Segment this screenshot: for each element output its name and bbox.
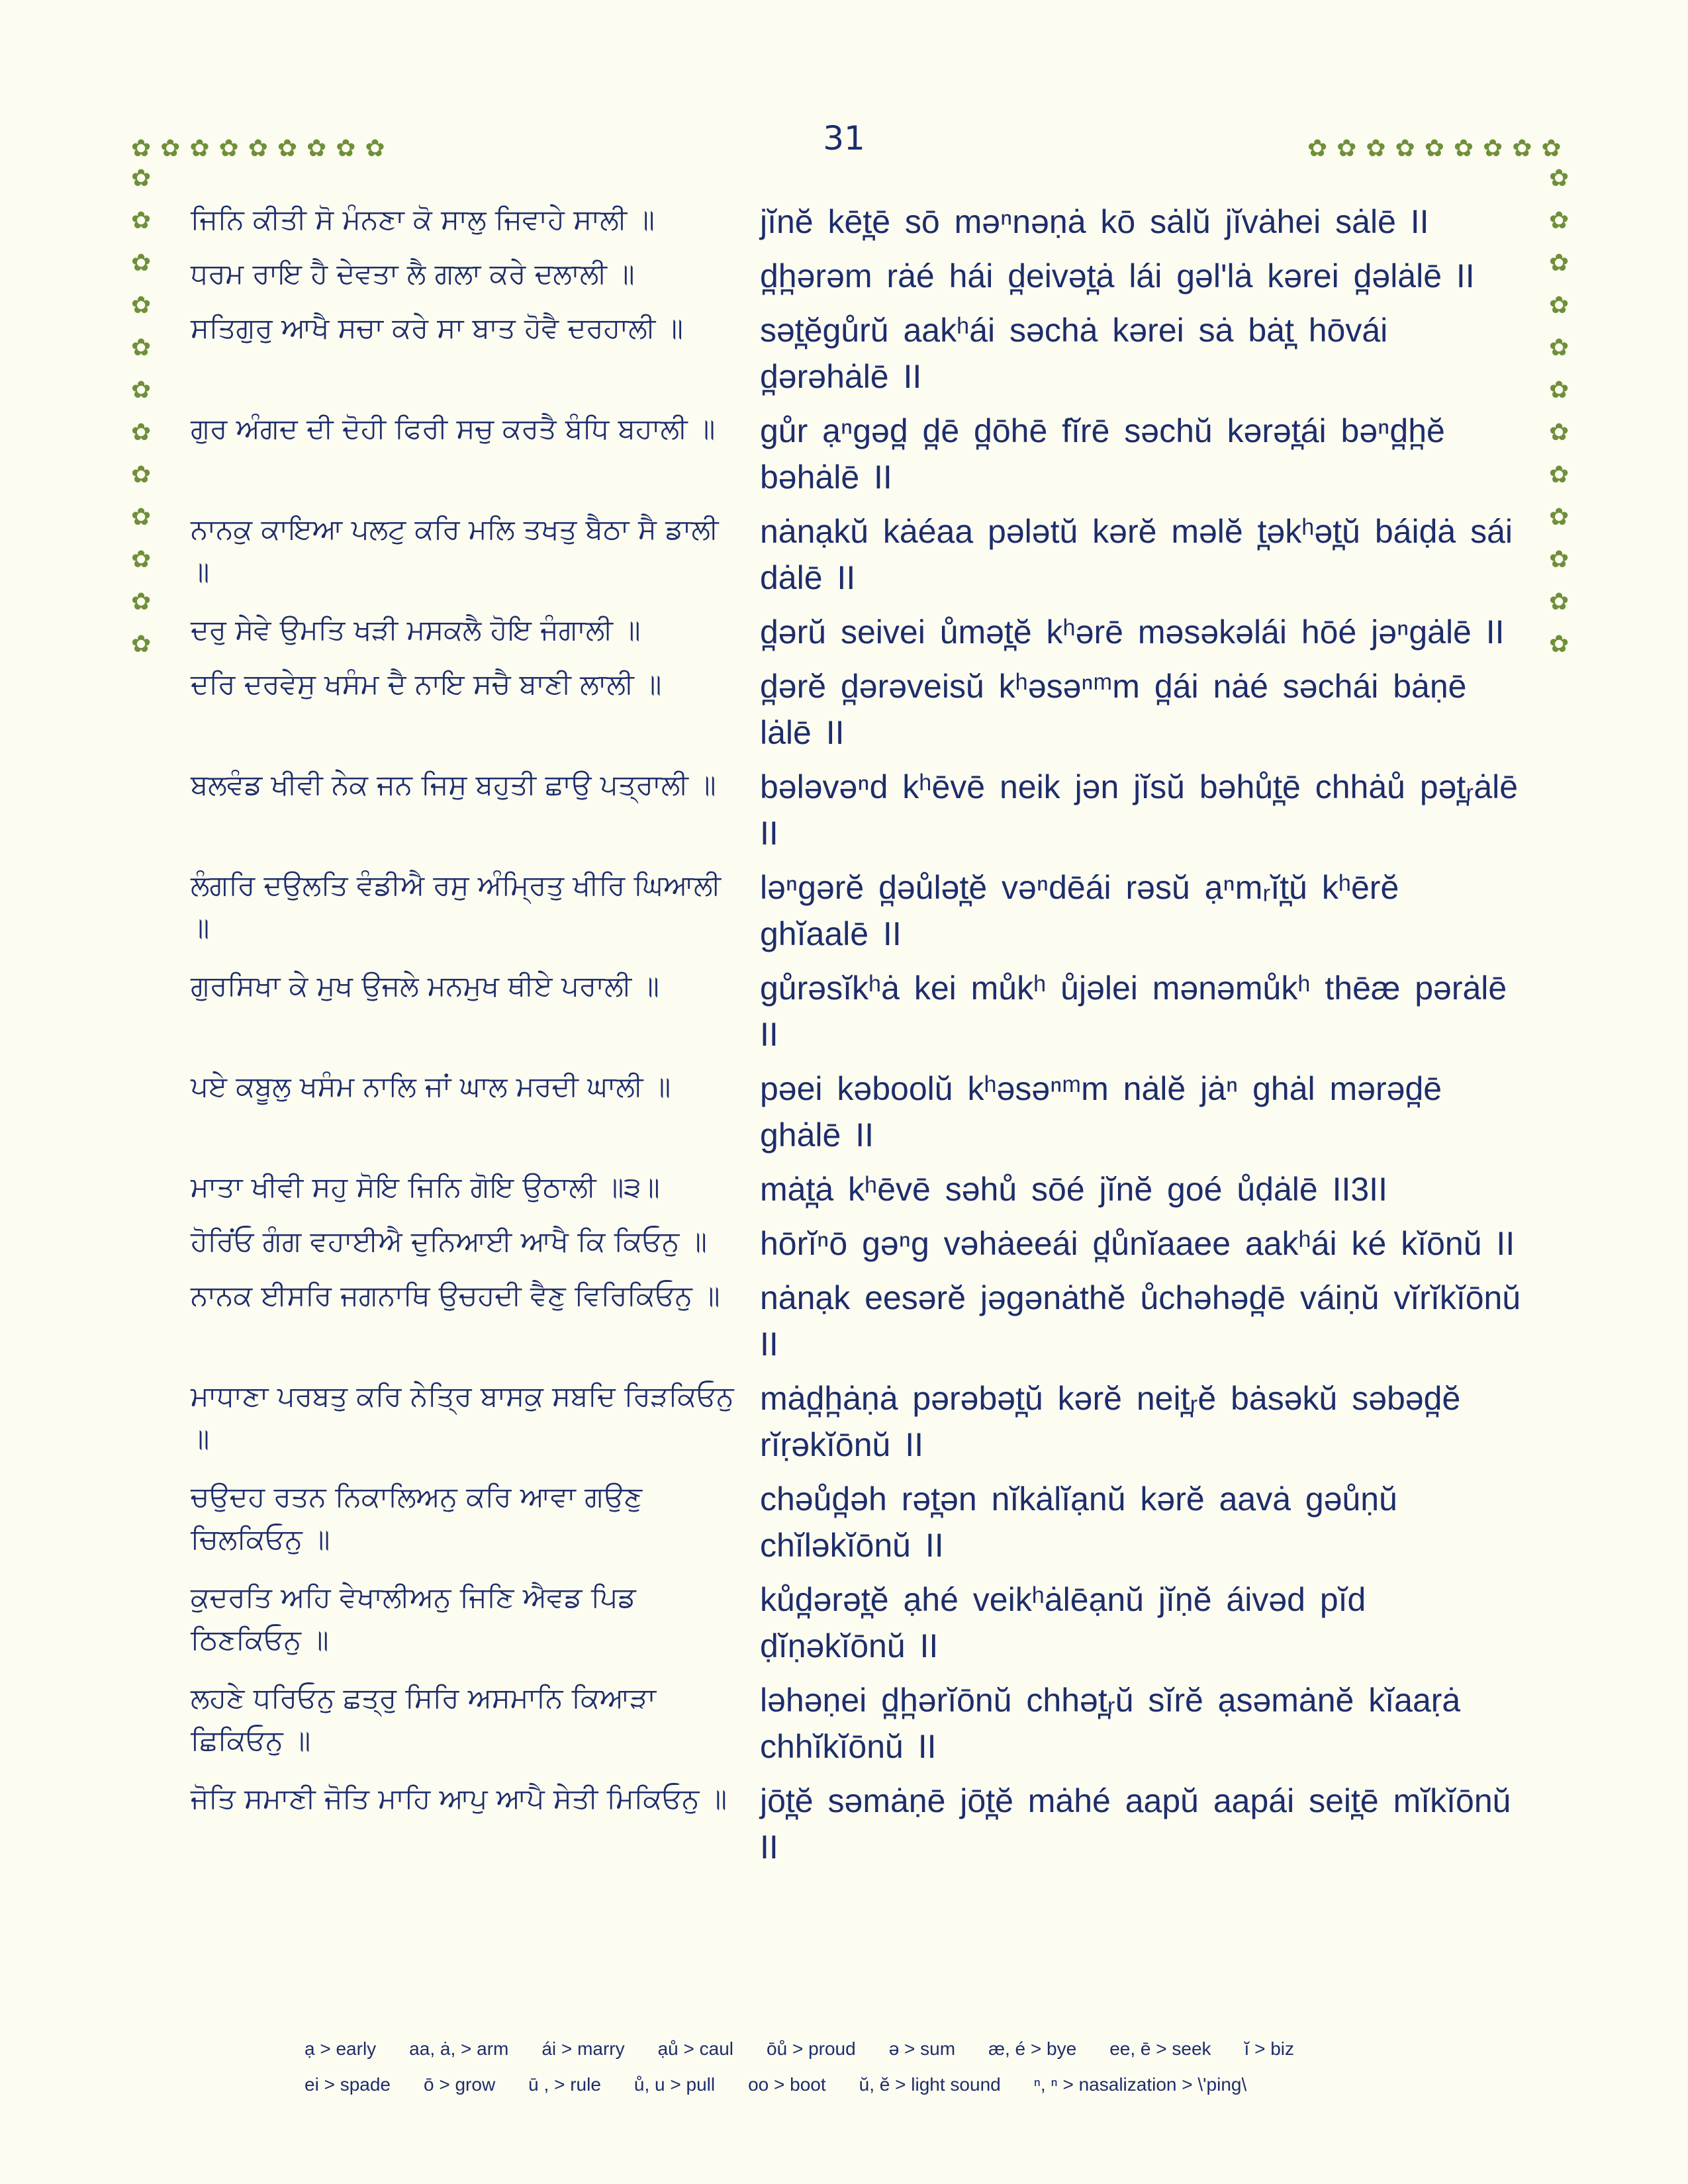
flower-icon: ✿ — [1549, 504, 1570, 531]
transliteration-line: d̪ərŭ seivei ůmət̪ĕ kʰərē məsəkəlái hōé jəⁿgȧlē II — [760, 614, 1505, 651]
transliteration-line: chəůd̪əh rət̪ən nĭkȧlĭạnŭ kərĕ aavȧ gəůṇŭ chĭləkĭōnŭ II — [760, 1480, 1397, 1564]
flower-icon: ✿ — [160, 135, 181, 162]
transliteration-line: mȧd̪h̪ȧṇȧ pərəbət̪ŭ kərĕ neit̪ᵣĕ bȧsəkŭ səbəd̪ĕ rĭṛəkĭōnŭ II — [760, 1380, 1461, 1463]
flower-icon: ✿ — [1549, 631, 1570, 658]
gurmukhi-line: ਹੋਰਿਂਓ ਗੰਗ ਵਹਾਈਐ ਦੁਨਿਆਈ ਆਖੈ ਕਿ ਕਿਓਨੁ ॥ — [191, 1225, 707, 1257]
flower-icon: ✿ — [248, 135, 268, 162]
transliteration-line: ləⁿgərĕ d̪əůlət̪ĕ vəⁿdēái rəsŭ ạⁿmᵣĭt̪ŭ kʰērĕ ghĭaalē II — [760, 869, 1399, 952]
flower-icon: ✿ — [1453, 135, 1474, 162]
verse-row — [191, 1166, 1534, 1212]
flower-icon: ✿ — [131, 631, 152, 658]
verse-list — [191, 199, 1534, 1878]
flower-border-top-right — [1307, 136, 1562, 162]
transliteration-line: bələvəⁿd kʰēvē neik jən jĭsŭ bəhůt̪ē chhȧů pət̪ᵣȧlē II — [760, 768, 1519, 852]
flower-icon: ✿ — [131, 207, 152, 234]
key-item: aa, ȧ, > arm — [409, 2038, 509, 2059]
gurmukhi-line: ਸਤਿਗੁਰੁ ਆਖੈ ਸਚਾ ਕਰੇ ਸਾ ਬਾਤ ਹੋਵੈ ਦਰਹਾਲੀ ॥ — [191, 312, 683, 344]
verse-row — [191, 199, 1534, 245]
verse-row — [191, 1275, 1534, 1367]
gurmukhi-line: ਗੁਰਸਿਖਾ ਕੇ ਮੁਖ ਉਜਲੇ ਮਨਮੁਖ ਥੀਏ ਪਰਾਲੀ ॥ — [191, 970, 659, 1002]
flower-icon: ✿ — [1549, 292, 1570, 319]
key-item: ĭ > biz — [1244, 2038, 1295, 2059]
verse-row — [191, 1677, 1534, 1770]
verse-row — [191, 307, 1534, 400]
key-item: ə > sum — [888, 2038, 956, 2059]
flower-icon: ✿ — [131, 250, 152, 277]
transliteration-line: mȧt̪ȧ kʰēvē səhů sōé jĭnĕ goé ůḍȧlē II3II — [760, 1171, 1387, 1208]
key-item: ạů > caul — [657, 2038, 734, 2059]
flower-icon: ✿ — [131, 461, 152, 488]
transliteration-line: hōrĭⁿō gəⁿg vəhȧeeái d̪ůnĭaaee aakʰái ké kĭōnŭ II — [760, 1225, 1515, 1262]
flower-icon: ✿ — [306, 135, 327, 162]
flower-icon: ✿ — [131, 135, 152, 162]
verse-row — [191, 1220, 1534, 1267]
gurmukhi-line: ਧਰਮ ਰਾਇ ਹੈ ਦੇਵਤਾ ਲੈ ਗਲਾ ਕਰੇ ਦਲਾਲੀ ॥ — [191, 257, 635, 290]
flower-border-right — [1549, 165, 1569, 658]
gurmukhi-line: ਲੰਗਰਿ ਦਉਲਤਿ ਵੰਡੀਐ ਰਸੁ ਅੰਮ੍ਰਿਤੁ ਖੀਰਿ ਘਿਆਲੀ ॥ — [191, 869, 722, 944]
flower-icon: ✿ — [1549, 546, 1570, 573]
flower-icon: ✿ — [131, 165, 152, 192]
flower-icon: ✿ — [131, 292, 152, 319]
transliteration-line: d̪h̪ərəm rȧé hái d̪eivət̪ȧ lái gəl'lȧ kərei d̪əlȧlē II — [760, 257, 1475, 295]
flower-icon: ✿ — [1424, 135, 1444, 162]
key-item: ei > spade — [305, 2074, 391, 2095]
flower-icon: ✿ — [1336, 135, 1357, 162]
verse-row — [191, 609, 1534, 655]
flower-icon: ✿ — [1307, 135, 1328, 162]
flower-icon: ✿ — [131, 334, 152, 361]
flower-icon: ✿ — [218, 135, 239, 162]
verse-row — [191, 1066, 1534, 1158]
key-row — [305, 2038, 1470, 2060]
key-item: ů, u > pull — [633, 2074, 716, 2095]
gurmukhi-line: ਨਾਨਕੁ ਕਾਇਆ ਪਲਟੁ ਕਰਿ ਮਲਿ ਤਖਤੁ ਬੈਠਾ ਸੈ ਡਾਲੀ ॥ — [191, 513, 719, 588]
flower-icon: ✿ — [131, 588, 152, 615]
key-item: ái > marry — [541, 2038, 625, 2059]
flower-icon: ✿ — [131, 377, 152, 404]
flower-icon: ✿ — [131, 546, 152, 573]
flower-icon: ✿ — [1549, 334, 1570, 361]
verse-row — [191, 764, 1534, 856]
transliteration-line: ləhəṇei d̪h̪ərĭōnŭ chhət̪ᵣŭ sĭrĕ ạsəmȧnĕ kĭaaṛȧ chhĭkĭōnŭ II — [760, 1682, 1461, 1765]
gurmukhi-line: ਨਾਨਕ ਈਸਰਿ ਜਗਨਾਥਿ ਉਚਹਦੀ ਵੈਣੁ ਵਿਰਿਕਿਓਨੁ ॥ — [191, 1279, 720, 1312]
flower-icon: ✿ — [1366, 135, 1386, 162]
flower-icon: ✿ — [1549, 419, 1570, 446]
transliteration-line: jĭnĕ kēt̪ē sō məⁿnəṇȧ kō sȧlŭ jĭvȧhei sȧlē II — [760, 203, 1429, 240]
verse-row — [191, 965, 1534, 1058]
key-item: ee, ē > seek — [1109, 2038, 1211, 2059]
pronunciation-key — [305, 2038, 1470, 2110]
key-item: ⁿ, ⁿ > nasalization > \'ping\ — [1033, 2074, 1247, 2095]
flower-icon: ✿ — [365, 135, 385, 162]
transliteration-line: gůrəsĭkʰȧ kei můkʰ ůjəlei mənəmůkʰ thēæ pərȧlē II — [760, 970, 1507, 1053]
gurmukhi-line: ਚਉਦਹ ਰਤਨ ਨਿਕਾਲਿਅਨੁ ਕਰਿ ਆਵਾ ਗਉਣੁ ਚਿਲਕਿਓਨੁ ॥ — [191, 1480, 643, 1555]
verse-row — [191, 508, 1534, 601]
transliteration-line: kůd̪ərət̪ĕ ạhé veikʰȧlēạnŭ jĭṇĕ áivəd pĭd ḍĭṇəkĭōnŭ II — [760, 1581, 1366, 1664]
gurmukhi-line: ਦਰਿ ਦਰਵੇਸੁ ਖਸੰਮ ਦੈ ਨਾਇ ਸਚੈ ਬਾਣੀ ਲਾਲੀ ॥ — [191, 668, 662, 700]
transliteration-line: nȧnạkŭ kȧéaa pələtŭ kərĕ məlĕ t̪əkʰət̪ŭ báiḍȧ sái dȧlē II — [760, 513, 1513, 596]
verse-row — [191, 1778, 1534, 1870]
key-item: æ, é > bye — [988, 2038, 1077, 2059]
transliteration-line: pəei kəboolŭ kʰəsəⁿᵐm nȧlĕ jȧⁿ ghȧl mərəd̪ē ghȧlē II — [760, 1070, 1442, 1154]
flower-icon: ✿ — [1395, 135, 1415, 162]
transliteration-line: jōt̪ĕ səmȧṇē jōt̪ĕ mȧhé aapŭ aapái seit̪ē mĭkĭōnŭ II — [760, 1782, 1511, 1866]
verse-row — [191, 1576, 1534, 1669]
flower-icon: ✿ — [1541, 135, 1562, 162]
gurmukhi-line: ਦਰੁ ਸੇਵੇ ਉਮਤਿ ਖੜੀ ਮਸਕਲੈ ਹੋਇ ਜੰਗਾਲੀ ॥ — [191, 614, 641, 646]
flower-icon: ✿ — [1549, 165, 1570, 192]
flower-icon: ✿ — [189, 135, 210, 162]
flower-icon: ✿ — [1549, 588, 1570, 615]
verse-row — [191, 1375, 1534, 1468]
flower-icon: ✿ — [1549, 250, 1570, 277]
key-item: ŭ, ĕ > light sound — [859, 2074, 1001, 2095]
flower-icon: ✿ — [1549, 207, 1570, 234]
transliteration-line: sət̪ĕgůrŭ aakʰái səchȧ kərei sȧ bȧt̪ hōvái d̪ərəhȧlē II — [760, 312, 1388, 395]
flower-icon: ✿ — [1512, 135, 1532, 162]
verse-row — [191, 1476, 1534, 1569]
gurmukhi-line: ਬਲਵੰਡ ਖੀਵੀ ਨੇਕ ਜਨ ਜਿਸੁ ਬਹੁਤੀ ਛਾਉ ਪਤ੍ਰਾਲੀ ॥ — [191, 768, 716, 801]
transliteration-line: d̪ərĕ d̪ərəveisŭ kʰəsəⁿᵐm d̪ái nȧé səchái bȧṇē lȧlē II — [760, 668, 1467, 751]
gurmukhi-line: ਗੁਰ ਅੰਗਦ ਦੀ ਦੋਹੀ ਫਿਰੀ ਸਚੁ ਕਰਤੈ ਬੰਧਿ ਬਹਾਲੀ ॥ — [191, 412, 716, 445]
gurmukhi-line: ਜਿਨਿ ਕੀਤੀ ਸੋ ਮੰਨਣਾ ਕੋ ਸਾਲੁ ਜਿਵਾਹੇ ਸਾਲੀ ॥ — [191, 203, 655, 236]
verse-row — [191, 408, 1534, 500]
flower-icon: ✿ — [1549, 461, 1570, 488]
gurmukhi-line: ਮਾਤਾ ਖੀਵੀ ਸਹੁ ਸੋਇ ਜਿਨਿ ਗੋਇ ਉਠਾਲੀ ॥੩॥ — [191, 1171, 660, 1203]
flower-icon: ✿ — [131, 504, 152, 531]
transliteration-line: gůr ạⁿgəd̪ d̪ē d̪ōhē fĭrē səchŭ kərət̪ái bəⁿd̪h̪ĕ bəhȧlē II — [760, 412, 1445, 496]
gurmukhi-line: ਮਾਧਾਣਾ ਪਰਬਤੁ ਕਰਿ ਨੇਤ੍ਰਿ ਬਾਸਕੁ ਸਬਦਿ ਰਿੜਕਿਓਨੁ ॥ — [191, 1380, 734, 1455]
key-row — [305, 2074, 1470, 2095]
flower-icon: ✿ — [1549, 377, 1570, 404]
page-number: 31 — [823, 119, 865, 158]
gurmukhi-line: ਜੋਤਿ ਸਮਾਣੀ ਜੋਤਿ ਮਾਹਿ ਆਪੁ ਆਪੈ ਸੇਤੀ ਮਿਕਿਓਨੁ ॥ — [191, 1782, 727, 1815]
flower-icon: ✿ — [1483, 135, 1503, 162]
key-item: ōů > proud — [767, 2038, 856, 2059]
verse-row — [191, 864, 1534, 957]
key-item: oo > boot — [748, 2074, 826, 2095]
gurmukhi-line: ਕੁਦਰਤਿ ਅਹਿ ਵੇਖਾਲੀਅਨੁ ਜਿਣਿ ਐਵਡ ਪਿਡ ਠਿਣਕਿਓਨੁ ॥ — [191, 1581, 636, 1656]
flower-icon: ✿ — [336, 135, 356, 162]
gurmukhi-line: ਪਏ ਕਬੂਲੁ ਖਸੰਮ ਨਾਲਿ ਜਾਂ ਘਾਲ ਮਰਦੀ ਘਾਲੀ ॥ — [191, 1070, 671, 1103]
flower-icon: ✿ — [131, 419, 152, 446]
verse-row — [191, 663, 1534, 756]
gurmukhi-line: ਲਹਣੇ ਧਰਿਓਨੁ ਛਤ੍ਰੁ ਸਿਰਿ ਅਸਮਾਨਿ ਕਿਆੜਾ ਛਿਕਿਓਨੁ ॥ — [191, 1682, 656, 1756]
flower-border-left — [131, 165, 151, 658]
transliteration-line: nȧnạk eesərĕ jəgənȧthĕ ůchəhəd̪ē váiṇŭ vĭrĭkĭōnŭ II — [760, 1279, 1521, 1363]
key-item: ạ > early — [305, 2038, 377, 2059]
flower-icon: ✿ — [277, 135, 298, 162]
key-item: ū , > rule — [528, 2074, 601, 2095]
key-item: ō > grow — [424, 2074, 496, 2095]
verse-row — [191, 253, 1534, 299]
flower-border-top-left — [131, 136, 385, 162]
